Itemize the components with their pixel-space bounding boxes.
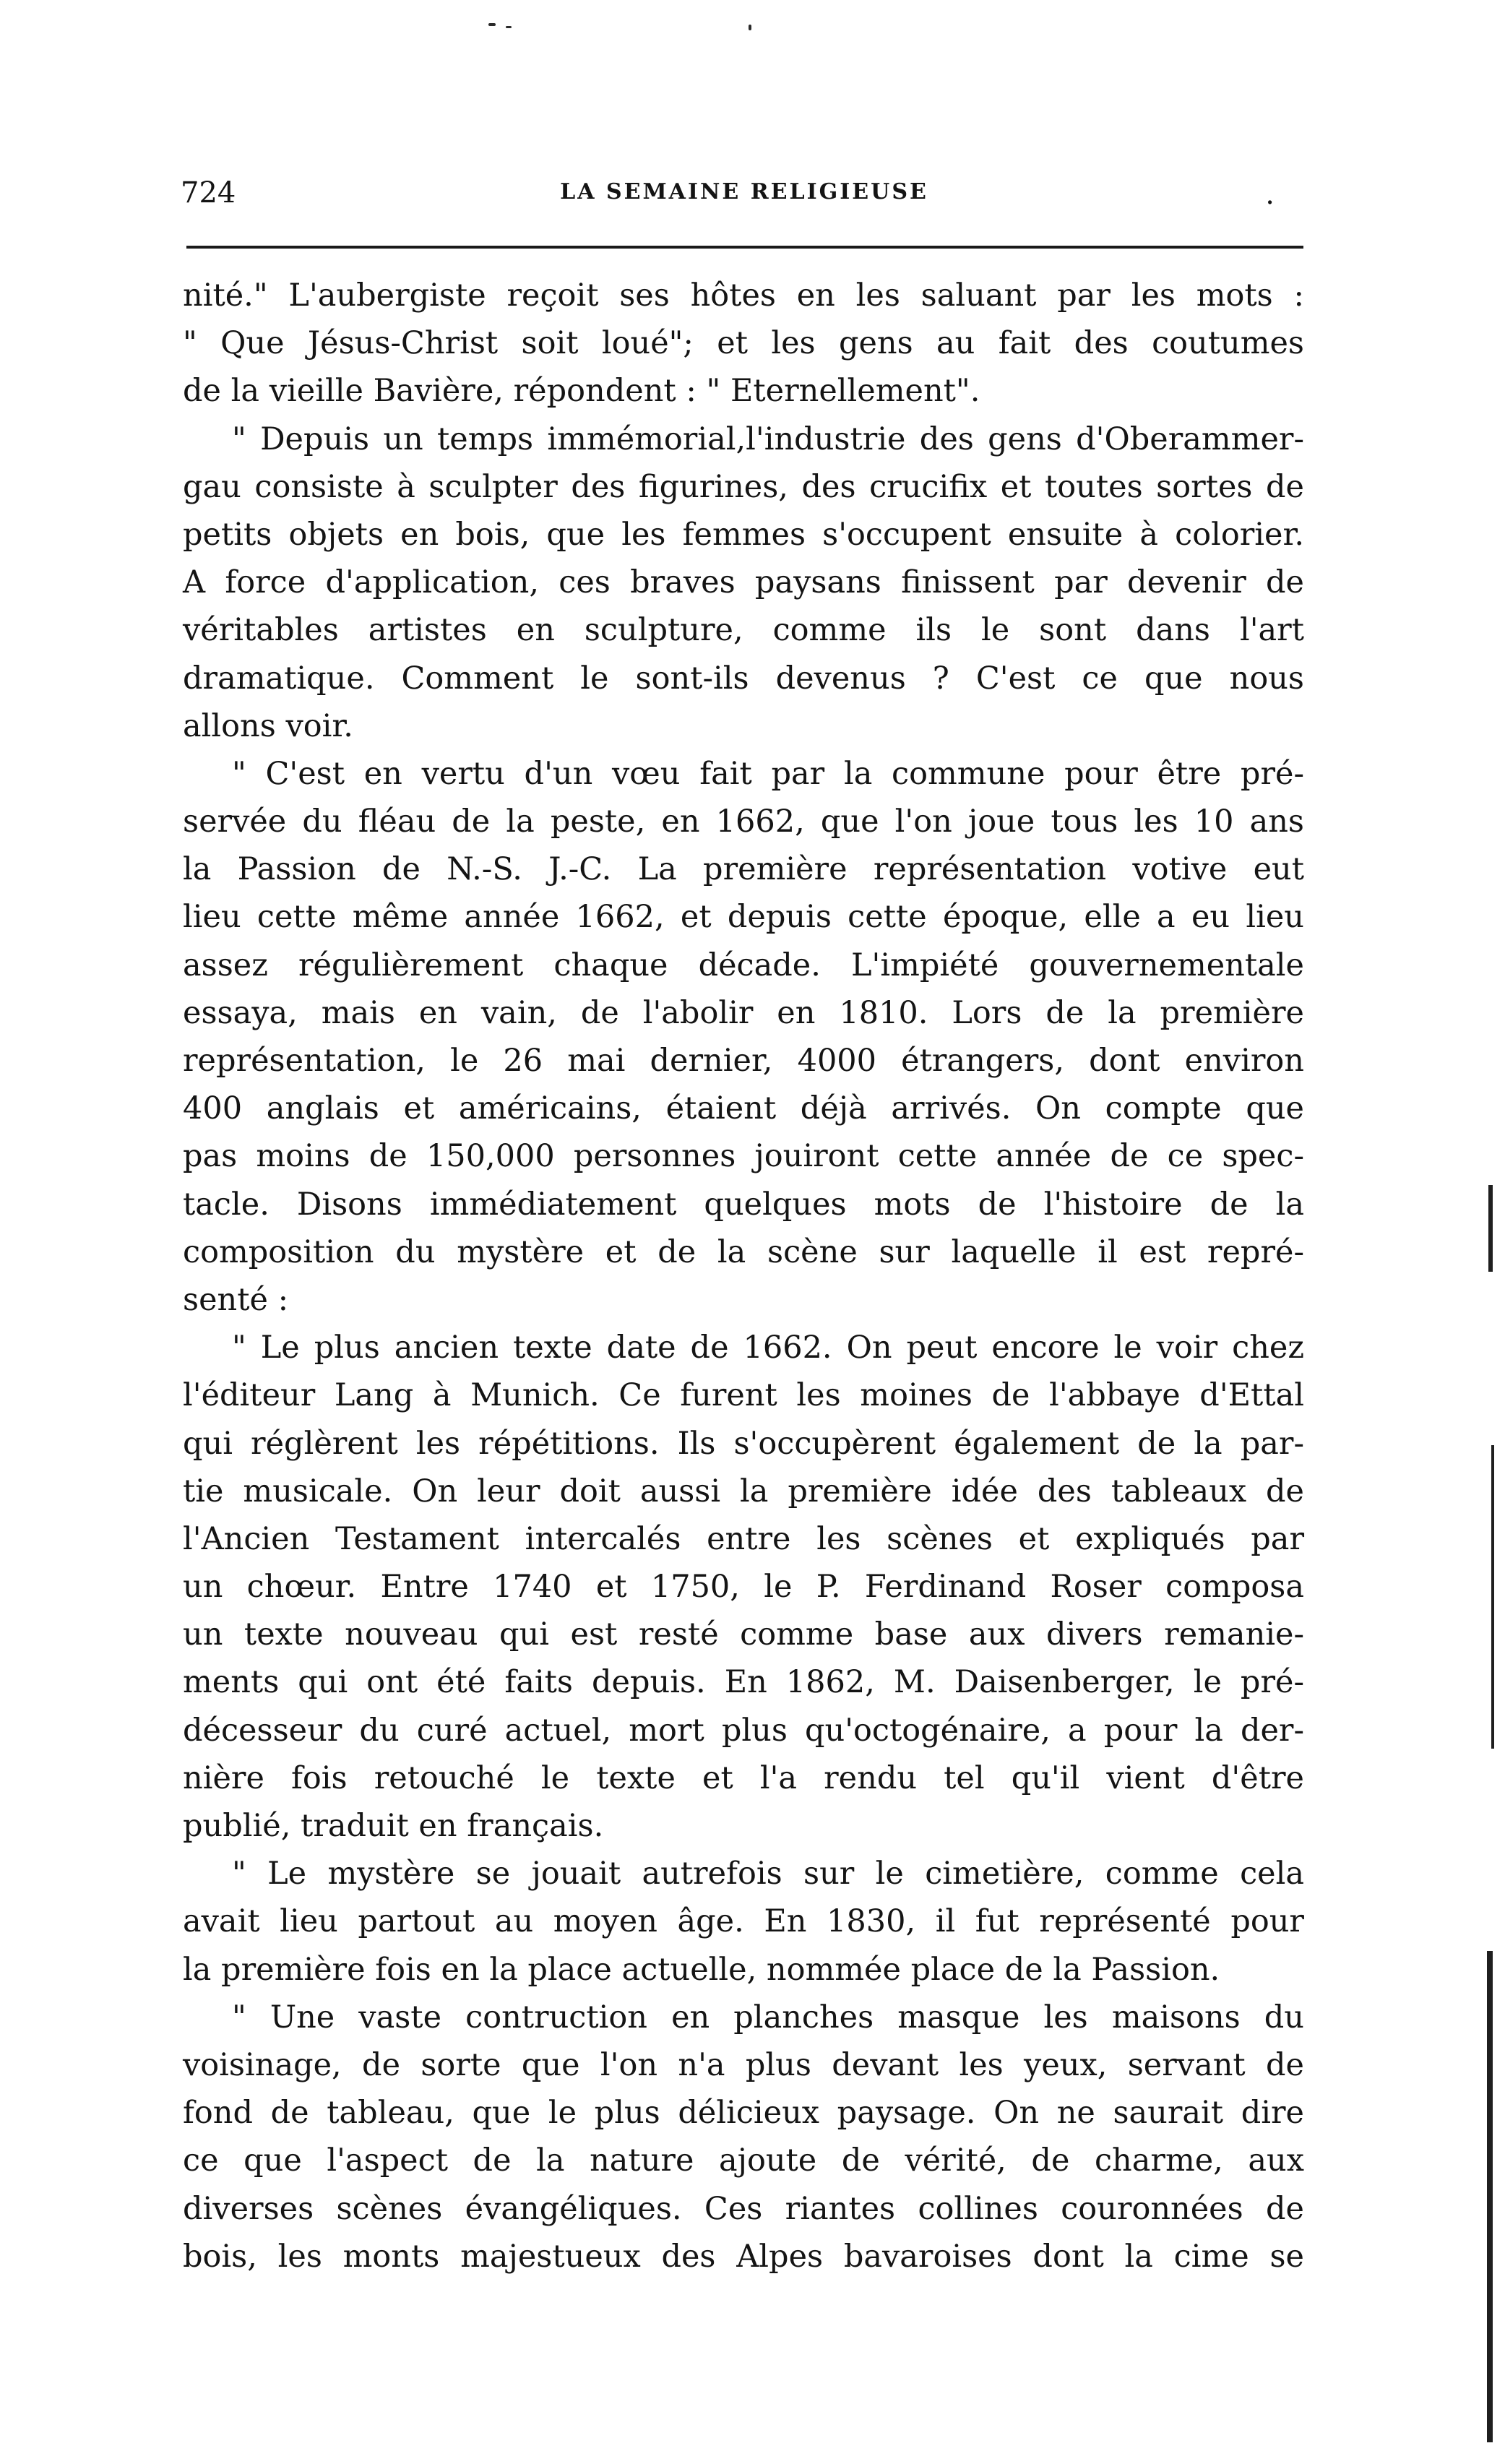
text-line: allons voir. bbox=[183, 707, 353, 744]
text-line: voisinage, de sorte que l'on n'a plus devant les yeux, servant de bbox=[183, 2046, 1304, 2083]
text-line: qui réglèrent les répétitions. Ils s'occupèrent également de la par- bbox=[183, 1425, 1304, 1462]
text-line: servée du fléau de la peste, en 1662, que l'on joue tous les 10 ans bbox=[183, 804, 1304, 840]
text-line: pas moins de 150,000 personnes jouiront cette année de ce spec- bbox=[183, 1138, 1304, 1175]
header-rule bbox=[186, 246, 1303, 249]
text-line: assez régulièrement chaque décade. L'impiété gouvernementale bbox=[183, 947, 1304, 983]
text-line: la première fois en la place actuelle, nommée place de la Passion. bbox=[183, 1951, 1220, 1988]
text-line: petits objets en bois, que les femmes s'occupent ensuite à colorier. bbox=[183, 516, 1304, 553]
text-line: tie musicale. On leur doit aussi la première idée des tableaux de bbox=[183, 1473, 1304, 1509]
text-line: nité." L'aubergiste reçoit ses hôtes en les saluant par les mots : bbox=[183, 277, 1304, 314]
text-line: A force d'application, ces braves paysans finissent par devenir de bbox=[183, 564, 1304, 601]
text-line: ce que l'aspect de la nature ajoute de vérité, de charme, aux bbox=[183, 2142, 1304, 2179]
text-line: lieu cette même année 1662, et depuis cette époque, elle a eu lieu bbox=[183, 899, 1304, 936]
text-line: " Une vaste contruction en planches masque les maisons du bbox=[232, 1999, 1304, 2036]
text-line: " Le mystère se jouait autrefois sur le cimetière, comme cela bbox=[232, 1856, 1304, 1892]
text-line: tacle. Disons immédiatement quelques mots de l'histoire de la bbox=[183, 1186, 1304, 1223]
scan-edge-mark bbox=[1491, 1445, 1494, 1749]
text-line: gau consiste à sculpter des figurines, des crucifix et toutes sortes de bbox=[183, 468, 1304, 505]
text-line: véritables artistes en sculpture, comme ils le sont dans l'art bbox=[183, 612, 1304, 649]
header-dot: . bbox=[1265, 178, 1275, 211]
text-line: " Depuis un temps immémorial,l'industrie des gens d'Oberammer- bbox=[232, 421, 1304, 457]
text-line: un chœur. Entre 1740 et 1750, le P. Ferdinand Roser composa bbox=[183, 1569, 1304, 1606]
text-line: dramatique. Comment le sont-ils devenus ? C'est ce que nous bbox=[183, 660, 1304, 697]
scan-speck bbox=[749, 25, 751, 30]
scan-speck bbox=[506, 26, 512, 28]
text-line: 400 anglais et américains, étaient déjà arrivés. On compte que bbox=[183, 1090, 1304, 1127]
text-line: " Que Jésus-Christ soit loué"; et les gens au fait des coutumes bbox=[183, 325, 1304, 362]
body-text bbox=[183, 272, 1304, 2280]
text-line: fond de tableau, que le plus délicieux paysage. On ne saurait dire bbox=[183, 2095, 1304, 2132]
text-line: " Le plus ancien texte date de 1662. On peut encore le voir chez bbox=[232, 1330, 1304, 1366]
text-line: de la vieille Bavière, répondent : " Eternellement". bbox=[183, 373, 980, 410]
text-line: la Passion de N.-S. J.-C. La première représentation votive eut bbox=[183, 851, 1304, 888]
text-line: composition du mystère et de la scène sur laquelle il est repré- bbox=[183, 1233, 1304, 1270]
text-line: ments qui ont été faits depuis. En 1862, M. Daisenberger, le pré- bbox=[183, 1664, 1304, 1701]
text-line: décesseur du curé actuel, mort plus qu'octogénaire, a pour la der- bbox=[183, 1712, 1304, 1749]
text-line: nière fois retouché le texte et l'a rendu tel qu'il vient d'être bbox=[183, 1759, 1304, 1796]
text-line: l'éditeur Lang à Munich. Ce furent les moines de l'abbaye d'Ettal bbox=[183, 1377, 1304, 1414]
text-line: un texte nouveau qui est resté comme base aux divers remanie- bbox=[183, 1616, 1304, 1653]
text-line: publié, traduit en français. bbox=[183, 1808, 604, 1844]
page-number: 724 bbox=[181, 176, 236, 210]
scan-edge-mark bbox=[1488, 1185, 1493, 1272]
text-line: l'Ancien Testament intercalés entre les scènes et expliqués par bbox=[183, 1520, 1304, 1557]
text-line: " C'est en vertu d'un vœu fait par la commune pour être pré- bbox=[232, 755, 1304, 792]
text-line: avait lieu partout au moyen âge. En 1830, il fut représenté pour bbox=[183, 1903, 1304, 1940]
text-line: diverses scènes évangéliques. Ces riantes collines couronnées de bbox=[183, 2190, 1304, 2227]
text-line: bois, les monts majestueux des Alpes bavaroises dont la cime se bbox=[183, 2238, 1304, 2275]
scan-speck bbox=[488, 23, 496, 26]
running-title: LA SEMAINE RELIGIEUSE bbox=[560, 179, 928, 204]
page-header bbox=[181, 176, 1308, 220]
text-line: représentation, le 26 mai dernier, 4000 étrangers, dont environ bbox=[183, 1043, 1304, 1079]
text-line: essaya, mais en vain, de l'abolir en 1810. Lors de la première bbox=[183, 994, 1304, 1031]
scan-edge-mark bbox=[1487, 1951, 1493, 2442]
text-line: senté : bbox=[183, 1281, 289, 1318]
